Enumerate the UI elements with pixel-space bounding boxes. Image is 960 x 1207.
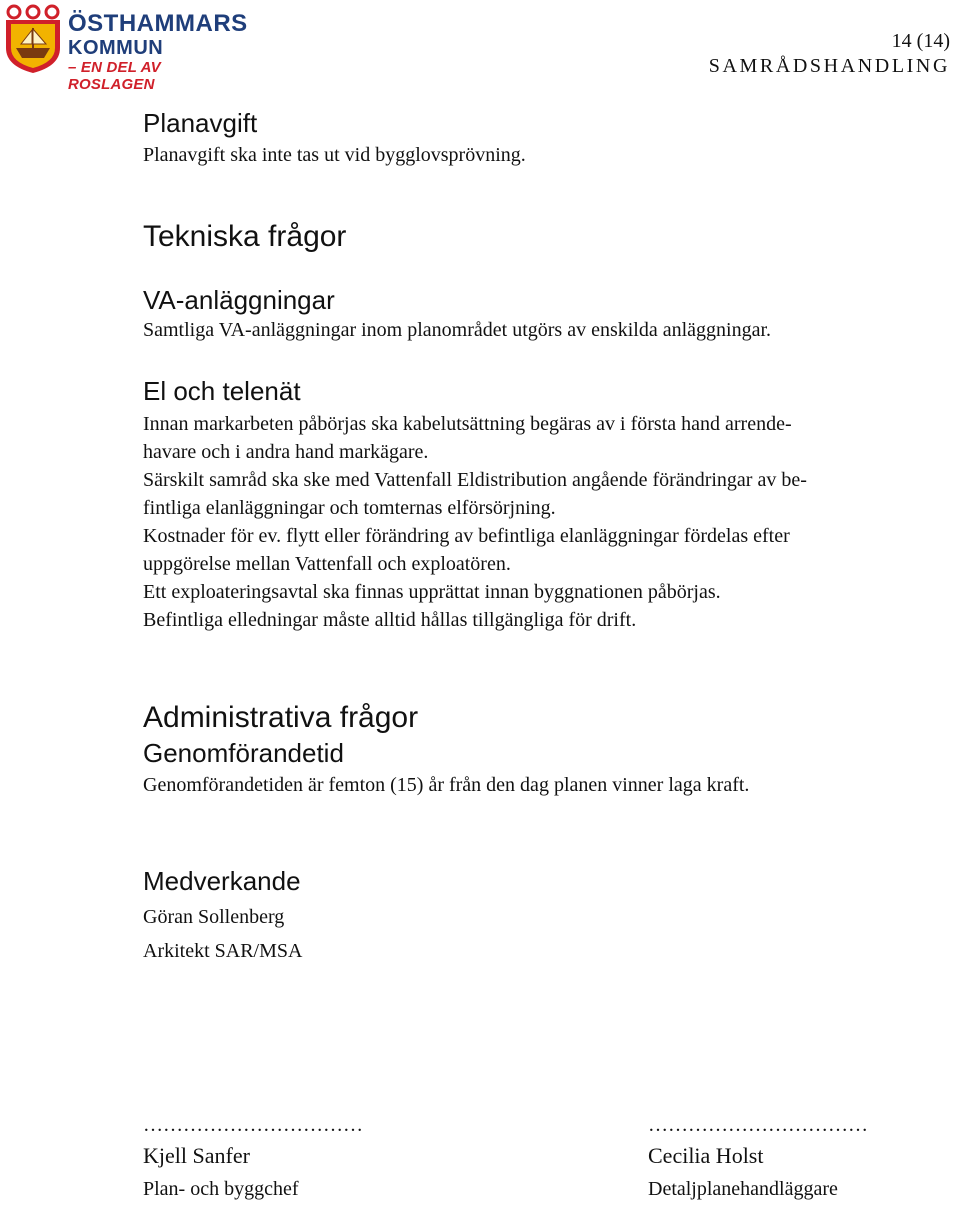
logo-line-2: KOMMUN (68, 37, 164, 59)
heading-genomforandetid: Genomförandetid (143, 738, 344, 768)
medverkande-name: Göran Sollenberg (143, 906, 285, 928)
el-line: Innan markarbeten påbörjas ska kabelutsättning begäras av i första hand arrende- (143, 413, 792, 435)
heading-tekniska: Tekniska frågor (143, 220, 347, 253)
signature-role: Detaljplanehandläggare (648, 1178, 838, 1200)
signature-role: Plan- och byggchef (143, 1178, 299, 1200)
page-number: 14 (14) (891, 30, 950, 52)
el-line: Befintliga elledningar måste alltid hållas tillgängliga för drift. (143, 609, 637, 631)
signature-name: Kjell Sanfer (143, 1143, 250, 1168)
heading-va: VA-anläggningar (143, 285, 335, 315)
signature-line: …………………………… (143, 1114, 363, 1136)
medverkande-title: Arkitekt SAR/MSA (143, 940, 303, 962)
el-line: Ett exploateringsavtal ska finnas upprättat innan byggnationen påbörjas. (143, 581, 721, 603)
el-line: havare och i andra hand markägare. (143, 441, 429, 463)
el-line: uppgörelse mellan Vattenfall och exploatören. (143, 553, 511, 575)
el-line: Särskilt samråd ska ske med Vattenfall Eldistribution angående förändringar av be- (143, 469, 807, 491)
heading-planavgift: Planavgift (143, 108, 258, 138)
el-line: fintliga elanläggningar och tomternas elförsörjning. (143, 497, 556, 519)
text-planavgift: Planavgift ska inte tas ut vid bygglovsprövning. (143, 144, 526, 166)
el-line: Kostnader för ev. flytt eller förändring av befintliga elanläggningar fördelas efter (143, 525, 790, 547)
heading-administrativa: Administrativa frågor (143, 701, 419, 734)
logo-line-1: ÖSTHAMMARS (68, 10, 248, 37)
logo-tagline: – EN DEL AV ROSLAGEN (68, 59, 161, 93)
document-type: SAMRÅDSHANDLING (708, 55, 950, 77)
heading-medverkande: Medverkande (143, 866, 301, 896)
coat-of-arms-icon (4, 4, 62, 74)
heading-el: El och telenät (143, 376, 301, 406)
text-genomforandetid: Genomförandetiden är femton (15) år från den dag planen vinner laga kraft. (143, 774, 750, 796)
signature-line: …………………………… (648, 1114, 868, 1136)
text-va: Samtliga VA-anläggningar inom planområdet utgörs av enskilda anläggningar. (143, 319, 772, 341)
signature-name: Cecilia Holst (648, 1143, 764, 1168)
municipality-logo (4, 4, 248, 93)
